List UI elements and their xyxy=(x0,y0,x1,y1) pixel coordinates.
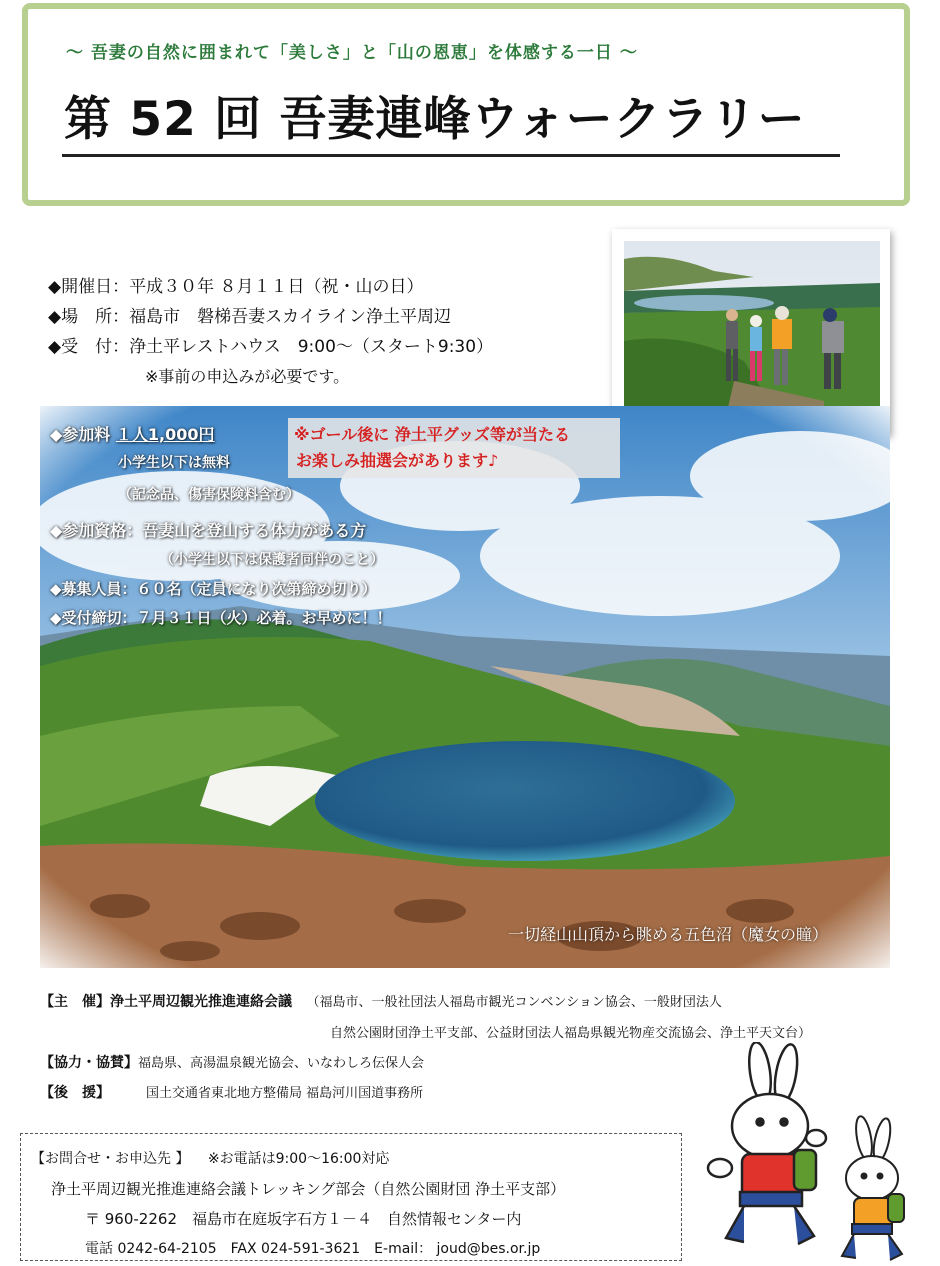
info-place-value: 福島市 磐梯吾妻スカイライン浄土平周辺 xyxy=(129,307,452,327)
contact-heading-line xyxy=(31,1148,389,1168)
rabbit-mascots-illustration xyxy=(698,1042,936,1264)
host-members-1: （福島市、一般社団法人福島市観光コンベンション協会、一般財団法人 xyxy=(306,995,722,1010)
hikers-photo xyxy=(612,229,890,435)
contact-phone[interactable]: 電話 0242-64-2105 FAX 024-591-3621 E-mail： joud@bes.or.jp xyxy=(85,1241,541,1257)
info-reception-value: 浄土平レストハウス 9:00〜（スタート9:30） xyxy=(129,337,494,357)
info-place xyxy=(48,302,451,327)
hikers-photo-image xyxy=(624,241,880,425)
info-reception-label: ◆受 付： xyxy=(48,337,130,357)
fee-line xyxy=(50,422,215,445)
info-date xyxy=(48,272,423,297)
rabbit-small xyxy=(842,1115,904,1260)
info-place-label: ◆場 所： xyxy=(48,307,130,327)
host xyxy=(40,991,722,1011)
page-title: 第 52 回 吾妻連峰ウォークラリー xyxy=(64,92,806,147)
support xyxy=(40,1082,423,1102)
support-label: 【後 援】 xyxy=(40,1085,110,1101)
fee-label: ◆参加料 xyxy=(50,425,111,444)
photo-caption: 一切経山山頂から眺める五色沼（魔女の瞳） xyxy=(508,925,829,944)
info-reception xyxy=(48,332,493,357)
title-underline xyxy=(62,154,840,157)
info-note: ※事前の申込みが必要です。 xyxy=(145,367,350,386)
support-value: 国土交通省東北地方整備局 福島河川国道事務所 xyxy=(146,1086,424,1101)
lottery-line-1: ※ゴール後に 浄土平グッズ等が当たる xyxy=(294,425,571,444)
contact-heading: 【お問合せ・お申込先 】 xyxy=(31,1151,190,1167)
cooperation xyxy=(40,1052,424,1072)
host-value: 浄土平周辺観光推進連絡会議 xyxy=(110,994,292,1010)
header-subtitle: 〜 吾妻の自然に囲まれて「美しさ」と「山の恩恵」を体感する一日 〜 xyxy=(66,43,638,63)
info-date-label: ◆開催日： xyxy=(48,277,130,297)
qualification-note: （小学生以下は保護者同伴のこと） xyxy=(160,552,384,568)
coop-label: 【協力・協賛】 xyxy=(40,1055,138,1071)
host-label: 【主 催】 xyxy=(40,994,110,1010)
qualification: ◆参加資格：吾妻山を登山する体力がある方 xyxy=(50,521,367,540)
contact-hours: ※お電話は9:00〜16:00対応 xyxy=(207,1151,390,1167)
lottery-notice xyxy=(288,418,620,478)
host-members-2: 自然公園財団浄土平支部、公益財団法人福島県観光物産交流協会、浄土平天文台） xyxy=(330,1026,812,1041)
rabbit-large xyxy=(708,1042,826,1244)
info-date-value: 平成３０年 ８月１１日（祝・山の日） xyxy=(129,277,424,297)
contact-org: 浄土平周辺観光推進連絡会議トレッキング部会（自然公園財団 浄土平支部） xyxy=(51,1180,566,1198)
capacity: ◆募集人員：６０名（定員になり次第締め切り） xyxy=(50,580,377,598)
lottery-line-2: お楽しみ抽選会があります♪ xyxy=(296,451,499,470)
deadline: ◆受付締切：７月３１日（火）必着。お早めに！！ xyxy=(50,609,392,627)
contact-box xyxy=(20,1133,682,1261)
fee-child: 小学生以下は無料 xyxy=(118,455,230,471)
fee-amount: １人1,000円 xyxy=(115,425,215,444)
fee-includes: （記念品、傷害保険料含む） xyxy=(118,487,300,503)
contact-address: 〒 960-2262 福島市在庭坂字石方１－４ 自然情報センター内 xyxy=(85,1210,522,1228)
coop-value: 福島県、高湯温泉観光協会、いなわしろ伝保人会 xyxy=(138,1056,425,1071)
